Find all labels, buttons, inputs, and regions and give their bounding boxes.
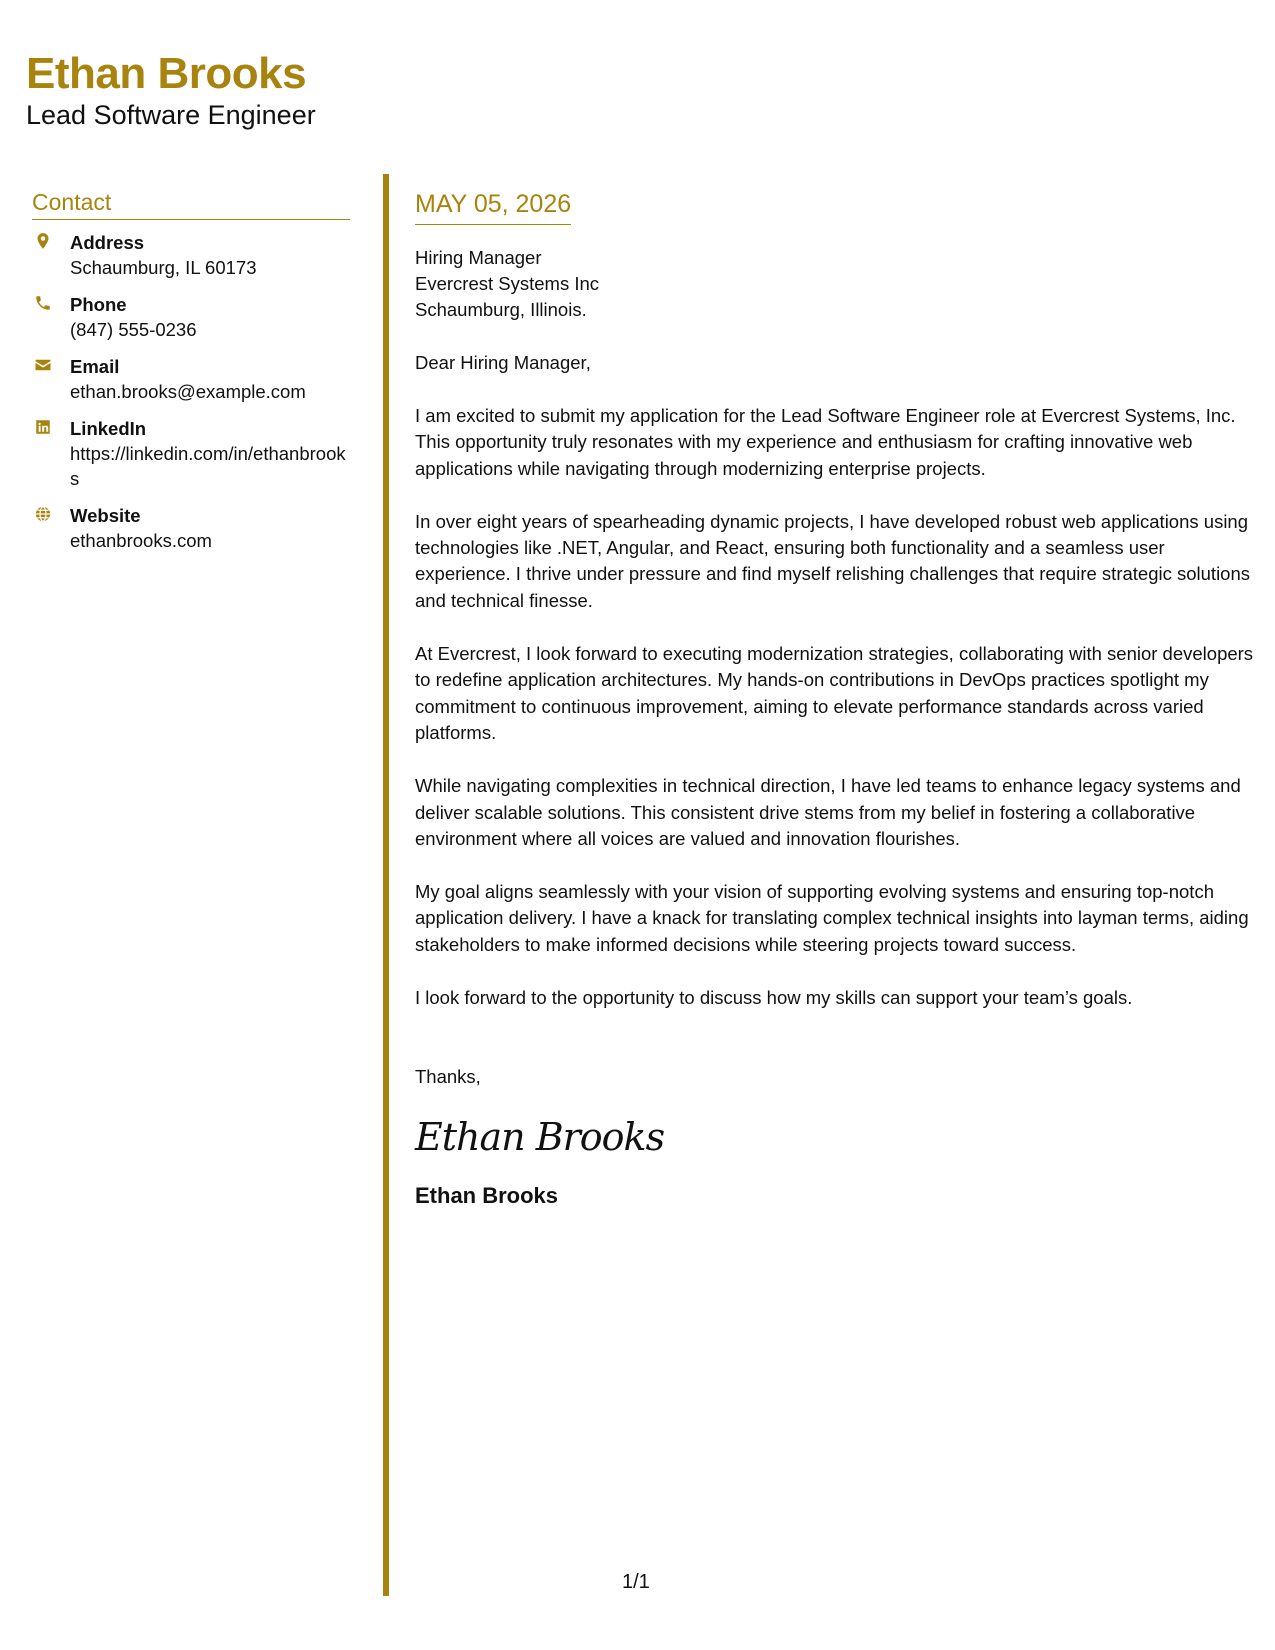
contact-item-email bbox=[32, 354, 350, 404]
handwritten-signature: Ethan Brooks bbox=[415, 1115, 665, 1160]
letter-paragraph: In over eight years of spearheading dynamic projects, I have developed robust web applications using technologies like .NET, Angular, and React, ensuring both functionality and a seamless user experience. I thrive under pressure and find myself relishing challenges that require strategic solutions and technical finesse. bbox=[415, 510, 1251, 611]
salutation: Dear Hiring Manager, bbox=[415, 352, 591, 373]
linkedin-icon bbox=[34, 418, 52, 436]
contact-list bbox=[32, 230, 350, 553]
contact-heading: Contact bbox=[32, 188, 350, 220]
contact-label: LinkedIn bbox=[70, 418, 147, 439]
contact-item-phone bbox=[32, 292, 350, 342]
letter-paragraph: While navigating complexities in technical direction, I have led teams to enhance legacy systems and deliver scalable solutions. This consistent drive stems from my belief in fostering a collaborative environment where all voices are valued and innovation flourishes. bbox=[415, 775, 1241, 849]
contact-label: Email bbox=[70, 356, 120, 377]
applicant-title: Lead Software Engineer bbox=[26, 100, 316, 130]
phone-icon bbox=[34, 294, 52, 312]
letter-paragraph: My goal aligns seamlessly with your vision of supporting evolving systems and ensuring top-notch application delivery. I have a knack for translating complex technical insights into layman terms, aiding stakeholders to make informed decisions while steering projects toward success. bbox=[415, 881, 1249, 955]
recipient-block bbox=[415, 245, 1255, 323]
applicant-name: Ethan Brooks bbox=[26, 49, 307, 98]
recipient-line: Evercrest Systems Inc bbox=[415, 273, 600, 294]
contact-value: https://linkedin.com/in/ethanbrooks bbox=[70, 443, 346, 489]
contact-item-address bbox=[32, 230, 350, 280]
globe-icon bbox=[34, 505, 52, 523]
recipient-line: Hiring Manager bbox=[415, 247, 542, 268]
contact-value: Schaumburg, IL 60173 bbox=[70, 257, 257, 278]
contact-value: (847) 555-0236 bbox=[70, 319, 197, 340]
letter-paragraph: At Evercrest, I look forward to executing modernization strategies, collaborating with senior developers to redefine application architectures. My hands-on contributions in DevOps practices spotlight my commitment to continuous improvement, aiming to elevate performance standards across varied platforms. bbox=[415, 643, 1254, 743]
recipient-line: Schaumburg, Illinois. bbox=[415, 299, 587, 320]
letter-date: MAY 05, 2026 bbox=[415, 188, 571, 225]
letter-paragraph: I am excited to submit my application for the Lead Software Engineer role at Evercrest Systems, Inc. This opportunity truly resonates with my experience and enthusiasm for crafting innovative web applications while navigating through modernizing enterprise projects. bbox=[415, 405, 1236, 479]
contact-sidebar bbox=[32, 188, 350, 565]
signatory-name: Ethan Brooks bbox=[415, 1183, 559, 1209]
letter-paragraph: I look forward to the opportunity to discuss how my skills can support your team’s goals. bbox=[415, 987, 1133, 1009]
envelope-icon bbox=[34, 356, 52, 374]
contact-item-website bbox=[32, 503, 350, 553]
page-number: 1/1 bbox=[622, 1571, 650, 1593]
map-pin-icon bbox=[34, 232, 52, 250]
contact-item-linkedin bbox=[32, 416, 350, 491]
vertical-divider bbox=[383, 174, 389, 1596]
closing: Thanks, bbox=[415, 1066, 481, 1088]
contact-value: ethan.brooks@example.com bbox=[70, 381, 306, 402]
contact-label: Address bbox=[70, 232, 145, 253]
contact-value: ethanbrooks.com bbox=[70, 530, 212, 551]
contact-label: Phone bbox=[70, 294, 127, 315]
letter-body bbox=[415, 188, 1255, 1210]
contact-label: Website bbox=[70, 505, 141, 526]
